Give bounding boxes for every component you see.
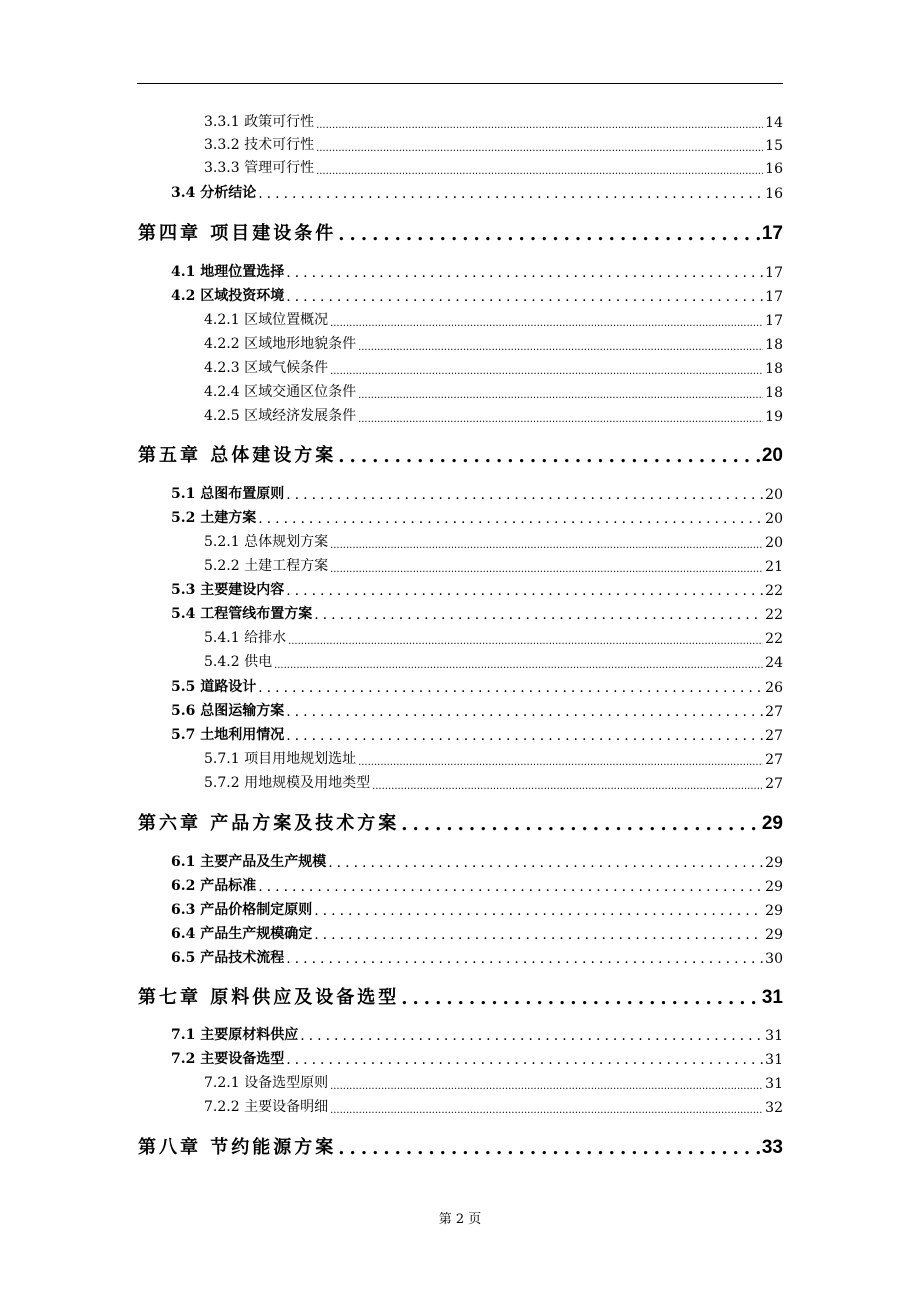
toc-entry-page-number: 31: [765, 1052, 783, 1068]
toc-entry-page-number: 16: [765, 186, 783, 202]
toc-entry-title: 4.2.2 区域地形地貌条件: [204, 336, 357, 352]
toc-entry-page-number: 30: [765, 951, 783, 967]
toc-entry-title: 6.1 主要产品及生产规模: [171, 854, 327, 870]
toc-leader-dots: [338, 1137, 760, 1159]
toc-entry-page-number: 31: [765, 1028, 783, 1044]
toc-subsection-entry[interactable]: [204, 381, 783, 401]
toc-leader-dots: [286, 1050, 763, 1068]
toc-leader-dots: [401, 813, 760, 835]
toc-entry-page-number: 16: [765, 161, 783, 177]
toc-entry-page-number: 21: [765, 559, 783, 575]
toc-leader-dots: [330, 559, 763, 575]
toc-entry-page-number: 20: [765, 487, 783, 503]
toc-section-entry[interactable]: [171, 507, 783, 527]
toc-section-entry[interactable]: [171, 182, 783, 202]
toc-section-entry[interactable]: [171, 285, 783, 305]
toc-section-entry[interactable]: [171, 899, 783, 919]
toc-entry-page-number: 20: [761, 445, 783, 466]
toc-leader-dots: [358, 752, 763, 768]
toc-leader-dots: [316, 115, 763, 131]
toc-leader-dots: [300, 1026, 763, 1044]
toc-leader-dots: [316, 138, 763, 154]
toc-entry-title: 第五章 总体建设方案: [138, 445, 337, 466]
toc-entry-page-number: 22: [765, 583, 783, 599]
toc-section-entry[interactable]: [171, 603, 783, 623]
toc-entry-title: 6.3 产品价格制定原则: [171, 902, 313, 918]
toc-entry-title: 7.2.1 设备选型原则: [204, 1075, 329, 1091]
toc-subsection-entry[interactable]: [204, 531, 783, 551]
toc-leader-dots: [258, 509, 763, 527]
toc-leader-dots: [330, 535, 763, 551]
toc-entry-page-number: 32: [765, 1100, 783, 1116]
toc-entry-title: 7.2.2 主要设备明细: [204, 1099, 329, 1115]
toc-entry-page-number: 33: [761, 1137, 783, 1158]
toc-entry-title: 3.3.3 管理可行性: [204, 160, 315, 176]
toc-entry-page-number: 22: [765, 607, 783, 623]
toc-entry-page-number: 29: [765, 879, 783, 895]
toc-chapter-entry[interactable]: [138, 981, 783, 1009]
toc-leader-dots: [286, 726, 763, 744]
toc-entry-title: 6.5 产品技术流程: [171, 950, 285, 966]
toc-entry-page-number: 18: [765, 385, 783, 401]
toc-subsection-entry[interactable]: [204, 772, 783, 792]
toc-subsection-entry[interactable]: [204, 651, 783, 671]
toc-entry-title: 5.4.1 给排水: [204, 630, 287, 646]
toc-subsection-entry[interactable]: [204, 627, 783, 647]
toc-leader-dots: [372, 776, 763, 792]
toc-leader-dots: [330, 313, 763, 329]
toc-entry-page-number: 17: [761, 223, 783, 244]
toc-subsection-entry[interactable]: [204, 111, 783, 131]
toc-entry-page-number: 17: [765, 265, 783, 281]
toc-entry-title: 3.4 分析结论: [171, 185, 257, 201]
toc-entry-title: 7.2 主要设备选型: [171, 1051, 285, 1067]
toc-subsection-entry[interactable]: [204, 748, 783, 768]
toc-entry-title: 第八章 节约能源方案: [138, 1137, 337, 1158]
toc-entry-page-number: 17: [765, 313, 783, 329]
toc-subsection-entry[interactable]: [204, 405, 783, 425]
toc-leader-dots: [330, 1100, 763, 1116]
toc-entry-page-number: 24: [765, 655, 783, 671]
toc-entry-title: 4.2.1 区域位置概况: [204, 312, 329, 328]
toc-leader-dots: [358, 409, 763, 425]
toc-entry-page-number: 31: [761, 987, 783, 1008]
toc-leader-dots: [316, 161, 763, 177]
toc-leader-dots: [330, 1076, 763, 1092]
toc-entry-page-number: 18: [765, 337, 783, 353]
toc-entry-page-number: 27: [765, 704, 783, 720]
toc-subsection-entry[interactable]: [204, 357, 783, 377]
toc-entry-page-number: 27: [765, 776, 783, 792]
toc-entry-title: 5.2.2 土建工程方案: [204, 558, 329, 574]
toc-entry-page-number: 29: [765, 855, 783, 871]
toc-subsection-entry[interactable]: [204, 134, 783, 154]
toc-entry-title: 6.2 产品标准: [171, 878, 257, 894]
toc-entry-page-number: 14: [765, 115, 783, 131]
toc-section-entry[interactable]: [171, 1024, 783, 1044]
toc-entry-title: 5.4.2 供电: [204, 654, 273, 670]
toc-section-entry[interactable]: [171, 851, 783, 871]
toc-leader-dots: [258, 678, 763, 696]
toc-leader-dots: [401, 987, 760, 1009]
toc-entry-title: 7.1 主要原材料供应: [171, 1027, 299, 1043]
toc-section-entry[interactable]: [171, 947, 783, 967]
toc-entry-title: 第七章 原料供应及设备选型: [138, 987, 400, 1008]
toc-entry-title: 4.2.3 区域气候条件: [204, 360, 329, 376]
toc-leader-dots: [288, 631, 763, 647]
toc-subsection-entry[interactable]: [204, 1072, 783, 1092]
toc-chapter-entry[interactable]: [138, 217, 783, 245]
toc-leader-dots: [286, 263, 763, 281]
toc-leader-dots: [286, 485, 763, 503]
toc-entry-title: 5.3 主要建设内容: [171, 582, 285, 598]
toc-entry-page-number: 19: [765, 409, 783, 425]
toc-leader-dots: [314, 605, 763, 623]
toc-entry-title: 5.6 总图运输方案: [171, 703, 285, 719]
toc-chapter-entry[interactable]: [138, 807, 783, 835]
toc-leader-dots: [328, 853, 763, 871]
toc-entry-title: 5.7.2 用地规模及用地类型: [204, 775, 371, 791]
toc-entry-title: 5.5 道路设计: [171, 679, 257, 695]
toc-entry-title: 5.2 土建方案: [171, 510, 257, 526]
toc-entry-page-number: 20: [765, 535, 783, 551]
toc-entry-page-number: 26: [765, 680, 783, 696]
toc-entry-title: 4.2.4 区域交通区位条件: [204, 384, 357, 400]
toc-section-entry[interactable]: [171, 261, 783, 281]
toc-section-entry[interactable]: [171, 1048, 783, 1068]
toc-subsection-entry[interactable]: [204, 309, 783, 329]
toc-leader-dots: [338, 223, 760, 245]
toc-section-entry[interactable]: [171, 579, 783, 599]
toc-entry-title: 5.7 土地利用情况: [171, 727, 285, 743]
toc-subsection-entry[interactable]: [204, 333, 783, 353]
toc-entry-page-number: 29: [765, 927, 783, 943]
toc-section-entry[interactable]: [171, 724, 783, 744]
toc-subsection-entry[interactable]: [204, 1096, 783, 1116]
toc-chapter-entry[interactable]: [138, 439, 783, 467]
toc-entry-title: 3.3.1 政策可行性: [204, 114, 315, 130]
toc-entry-title: 5.7.1 项目用地规划选址: [204, 751, 357, 767]
toc-entry-page-number: 15: [765, 138, 783, 154]
toc-leader-dots: [314, 901, 763, 919]
toc-entry-page-number: 20: [765, 511, 783, 527]
toc-leader-dots: [330, 361, 763, 377]
toc-leader-dots: [358, 337, 763, 353]
toc-entry-page-number: 27: [765, 728, 783, 744]
toc-entry-title: 3.3.2 技术可行性: [204, 137, 315, 153]
toc-entry-title: 4.2 区域投资环境: [171, 288, 285, 304]
toc-section-entry[interactable]: [171, 875, 783, 895]
toc-entry-title: 第四章 项目建设条件: [138, 223, 337, 244]
toc-entry-page-number: 17: [765, 289, 783, 305]
toc-section-entry[interactable]: [171, 676, 783, 696]
toc-entry-title: 4.2.5 区域经济发展条件: [204, 408, 357, 424]
toc-leader-dots: [258, 877, 763, 895]
toc-entry-title: 5.1 总图布置原则: [171, 486, 285, 502]
toc-leader-dots: [258, 184, 763, 202]
toc-subsection-entry[interactable]: [204, 555, 783, 575]
toc-leader-dots: [314, 925, 763, 943]
toc-entry-title: 6.4 产品生产规模确定: [171, 926, 313, 942]
toc-section-entry[interactable]: [171, 483, 783, 503]
toc-entry-title: 5.4 工程管线布置方案: [171, 606, 313, 622]
toc-leader-dots: [338, 445, 760, 467]
header-rule: [137, 83, 783, 84]
toc-subsection-entry[interactable]: [204, 157, 783, 177]
toc-entry-page-number: 27: [765, 752, 783, 768]
toc-section-entry[interactable]: [171, 700, 783, 720]
toc-leader-dots: [286, 949, 763, 967]
toc-leader-dots: [274, 655, 763, 671]
toc-leader-dots: [286, 581, 763, 599]
page-number-footer: 第 2 页: [438, 1212, 482, 1227]
toc-chapter-entry[interactable]: [138, 1131, 783, 1159]
toc-leader-dots: [358, 385, 763, 401]
toc-entry-page-number: 29: [765, 903, 783, 919]
toc-entry-page-number: 31: [765, 1076, 783, 1092]
toc-entry-title: 5.2.1 总体规划方案: [204, 534, 329, 550]
toc-entry-page-number: 22: [765, 631, 783, 647]
toc-entry-page-number: 18: [765, 361, 783, 377]
toc-section-entry[interactable]: [171, 923, 783, 943]
toc-entry-page-number: 29: [761, 813, 783, 834]
toc-entry-title: 第六章 产品方案及技术方案: [138, 813, 400, 834]
toc-leader-dots: [286, 702, 763, 720]
toc-entry-title: 4.1 地理位置选择: [171, 264, 285, 280]
toc-leader-dots: [286, 287, 763, 305]
